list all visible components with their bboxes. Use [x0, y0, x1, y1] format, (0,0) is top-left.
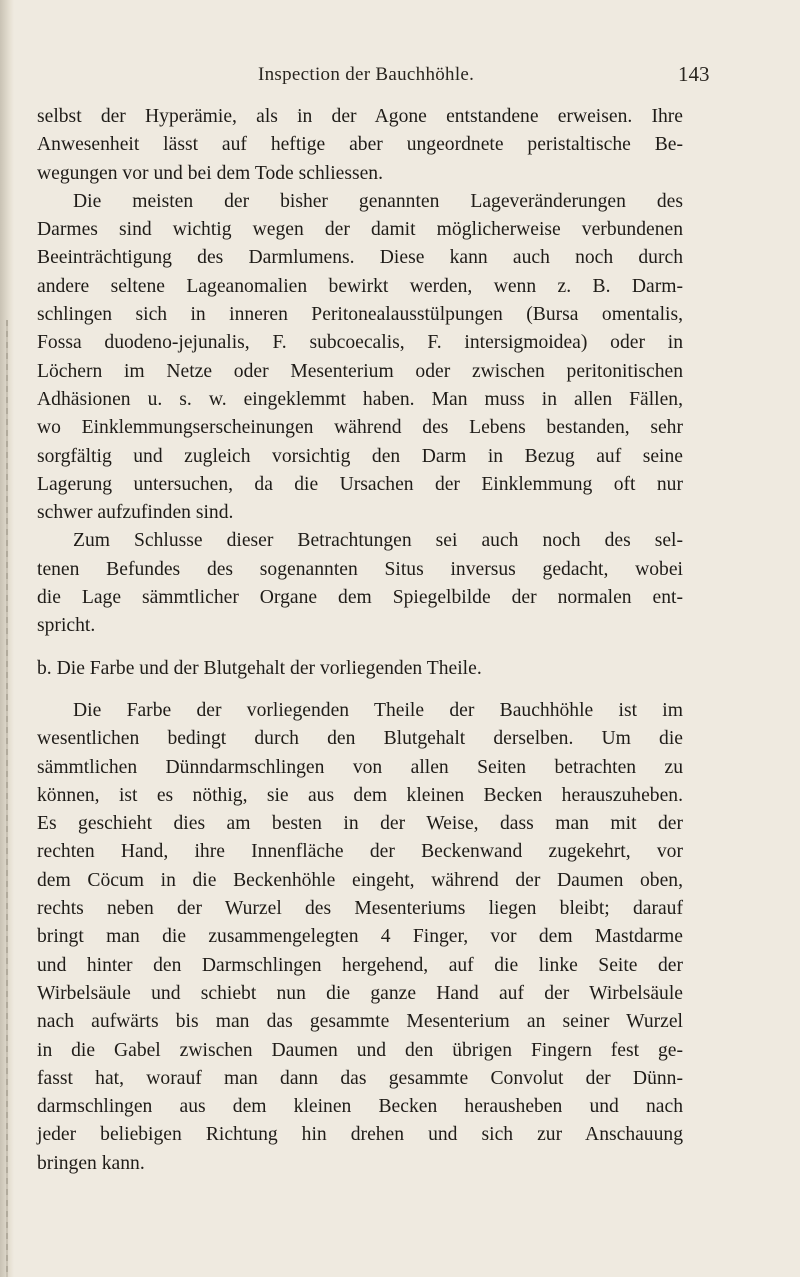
text-line: schlingen sich in inneren Peritonealausstülpungen (Bursa omentalis, [37, 304, 683, 326]
text-line: wesentlichen bedingt durch den Blutgehalt derselben. Um die [37, 728, 683, 750]
running-head: Inspection der Bauchhöhle. [258, 64, 475, 85]
text-line: bringt man die zusammengelegten 4 Finger, vor dem Mastdarme [37, 926, 683, 948]
text-line: schwer aufzufinden sind. [37, 502, 234, 524]
gutter-shadow-line [6, 320, 8, 1277]
text-line: Darmes sind wichtig wegen der damit möglicherweise verbundenen [37, 219, 683, 241]
text-line: Es geschieht dies am besten in der Weise, dass man mit der [37, 813, 683, 835]
text-line: in die Gabel zwischen Daumen und den übrigen Fingern fest ge- [37, 1039, 683, 1061]
text-line: Die meisten der bisher genannten Lageveränderungen des [73, 190, 683, 212]
text-line: wo Einklemmungserscheinungen während des Lebens bestanden, sehr [37, 417, 683, 439]
text-line: Beeinträchtigung des Darmlumens. Diese kann auch noch durch [37, 247, 683, 269]
text-line: selbst der Hyperämie, als in der Agone entstandene erweisen. Ihre [37, 106, 683, 127]
text-line: Wirbelsäule und schiebt nun die ganze Hand auf der Wirbelsäule [37, 982, 683, 1004]
text-line: Löchern im Netze oder Mesenterium oder zwischen peritonitischen [37, 360, 683, 382]
text-line: fasst hat, worauf man dann das gesammte Convolut der Dünn- [37, 1067, 683, 1089]
section-heading: b. Die Farbe und der Blutgehalt der vorliegenden Theile. [37, 657, 482, 679]
text-line: bringen kann. [37, 1152, 145, 1174]
text-line: Adhäsionen u. s. w. eingeklemmt haben. Man muss in allen Fällen, [37, 388, 683, 410]
section-spacer [37, 683, 683, 697]
text-line: rechten Hand, ihre Innenfläche der Beckenwand zugekehrt, vor [37, 841, 683, 863]
page-header [0, 60, 800, 90]
text-line: die Lage sämmtlicher Organe dem Spiegelbilde der normalen ent- [37, 587, 683, 609]
text-line: dem Cöcum in die Beckenhöhle eingeht, während der Daumen oben, [37, 869, 683, 891]
binding-gutter [0, 0, 14, 1277]
text-line: Fossa duodeno-jejunalis, F. subcoecalis, F. intersigmoidea) oder in [37, 332, 683, 354]
text-line: und hinter den Darmschlingen hergehend, auf die linke Seite der [37, 954, 683, 976]
text-line: jeder beliebigen Richtung hin drehen und sich zur Anschauung [37, 1124, 683, 1146]
text-line: Lagerung untersuchen, da die Ursachen der Einklemmung oft nur [37, 473, 683, 495]
text-line: Anwesenheit lässt auf heftige aber ungeordnete peristaltische Be- [37, 134, 683, 156]
text-line: sorgfältig und zugleich vorsichtig den Darm in Bezug auf seine [37, 445, 683, 467]
text-line: wegungen vor und bei dem Tode schliessen. [37, 162, 383, 184]
text-line: rechts neben der Wurzel des Mesenteriums liegen bleibt; darauf [37, 898, 683, 920]
text-line: Die Farbe der vorliegenden Theile der Bauchhöhle ist im [73, 699, 683, 721]
page-number: 143 [678, 62, 710, 86]
text-line: können, ist es nöthig, sie aus dem kleinen Becken herauszuheben. [37, 784, 683, 806]
text-line: andere seltene Lageanomalien bewirkt werden, wenn z. B. Darm- [37, 275, 683, 297]
text-line: sämmtlichen Dünndarmschlingen von allen Seiten betrachten zu [37, 756, 683, 778]
text-line: darmschlingen aus dem kleinen Becken herausheben und nach [37, 1096, 683, 1118]
text-line: tenen Befundes des sogenannten Situs inversus gedacht, wobei [37, 558, 683, 580]
section-spacer [37, 641, 683, 655]
text-line: Zum Schlusse dieser Betrachtungen sei auch noch des sel- [73, 530, 683, 552]
body-text [37, 103, 683, 1178]
text-line: spricht. [37, 615, 96, 637]
text-line: nach aufwärts bis man das gesammte Mesenterium an seiner Wurzel [37, 1011, 683, 1033]
